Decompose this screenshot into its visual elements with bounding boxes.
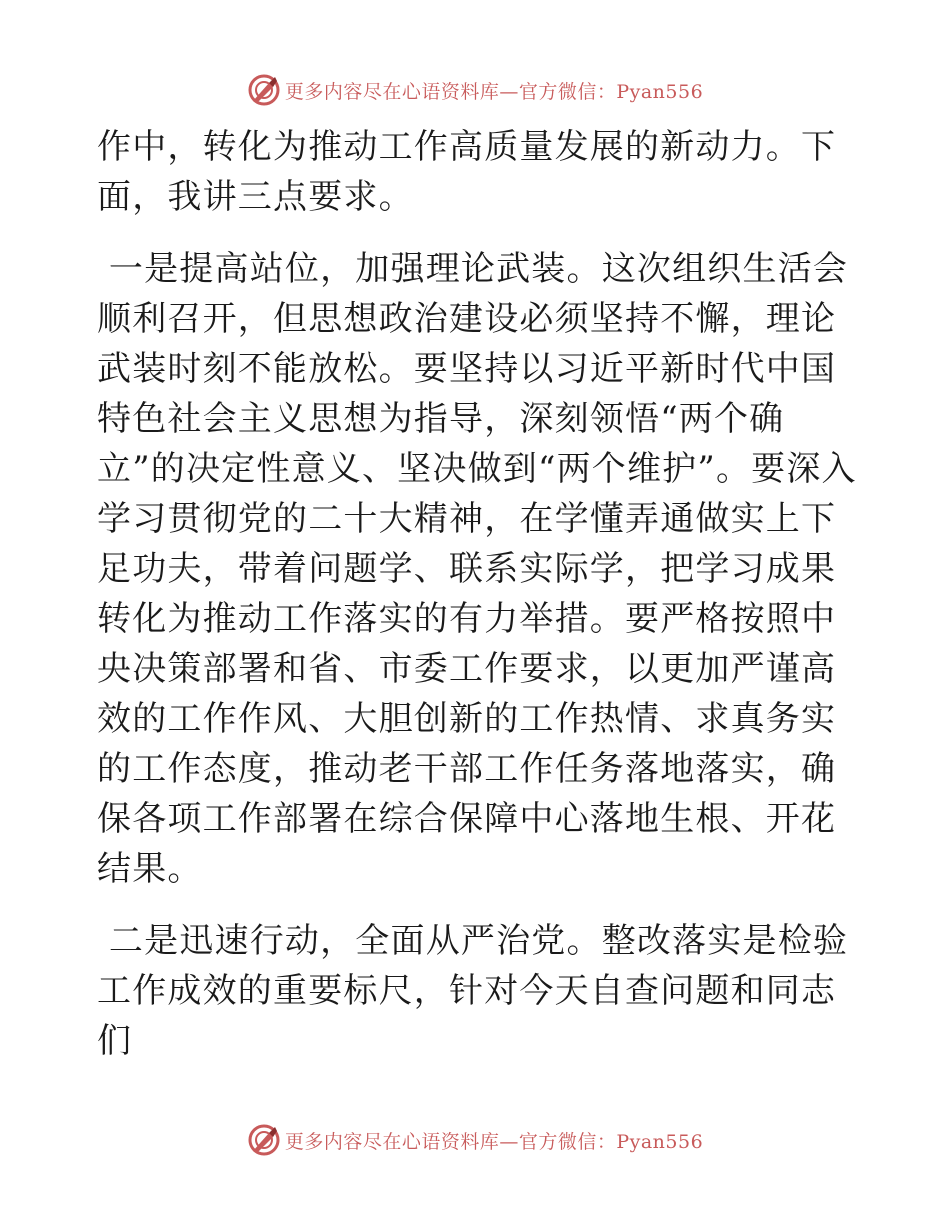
header-watermark bbox=[0, 70, 950, 110]
logo-icon bbox=[247, 73, 281, 107]
watermark-text: 更多内容尽在心语资料库—官方微信：Pyan556 bbox=[284, 1130, 704, 1153]
paragraph-continuation: 作中，转化为推动工作高质量发展的新动力。下面，我讲三点要求。 bbox=[97, 127, 837, 217]
paragraph-point-one: 一是提高站位，加强理论武装。这次组织生活会顺利召开，但思想政治建设必须坚持不懈，理论武装时刻不能放松。要坚持以习近平新时代中国特色社会主义思想为指导，深刻领悟“两个确立”的决定性意义、坚决做到“两个维护”。要深入学习贯彻党的二十大精神，在学懂弄通做实上下足功夫，带着问题学、联系实际学，把学习成果转化为推动工作落实的有力举措。要严格按照中央决策部署和省、市委工作要求，以更加严谨高效的工作作风、大胆创新的工作热情、求真务实的工作态度，推动老干部工作任务落地落实，确保各项工作部署在综合保障中心落地生根、开花结果。 bbox=[97, 249, 857, 889]
document-body bbox=[97, 122, 857, 1066]
paragraph-point-two: 二是迅速行动，全面从严治党。整改落实是检验工作成效的重要标尺，针对今天自查问题和同志们 bbox=[97, 921, 849, 1061]
watermark-text: 更多内容尽在心语资料库—官方微信：Pyan556 bbox=[284, 80, 704, 103]
footer-watermark bbox=[0, 1120, 950, 1160]
logo-icon bbox=[247, 1123, 281, 1157]
